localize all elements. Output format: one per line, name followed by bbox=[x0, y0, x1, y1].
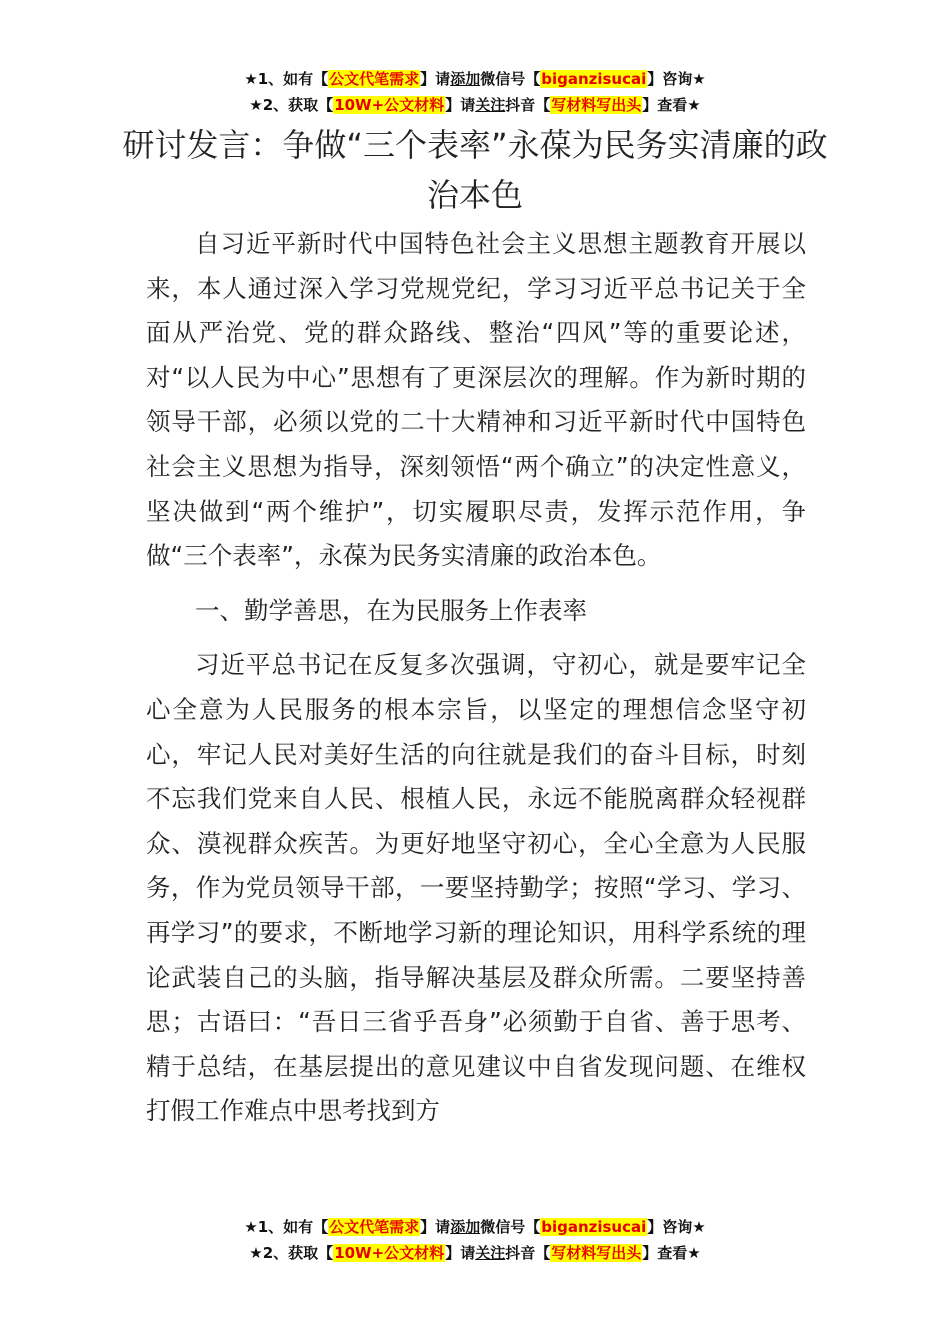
promo-banner-top bbox=[0, 66, 950, 118]
document-body bbox=[146, 222, 806, 1134]
promo-highlight: 写材料写出头 bbox=[551, 1244, 642, 1262]
promo-line-1: ★1、如有【公文代笔需求】请添加微信号【biganzisucai】咨询★ bbox=[244, 70, 706, 88]
promo-highlight: biganzisucai bbox=[541, 70, 647, 88]
document-title: 研讨发言：争做“三个表率”永葆为民务实清廉的政治本色 bbox=[122, 126, 828, 214]
paragraph-intro: 自习近平新时代中国特色社会主义思想主题教育开展以来，本人通过深入学习党规党纪，学习习近平总书记关于全面从严治党、党的群众路线、整治“四风”等的重要论述，对“以人民为中心”思想有了更深层次的理解。作为新时期的领导干部，必须以党的二十大精神和习近平新时代中国特色社会主义思想为指导，深刻领悟“两个确立”的决定性意义，坚决做到“两个维护”，切实履职尽责，发挥示范作用，争做“三个表率”，永葆为民务实清廉的政治本色。 bbox=[146, 229, 806, 571]
section-heading-1: 一、勤学善思，在为民服务上作表率 bbox=[195, 595, 587, 625]
promo-line-2: ★2、获取【10W+公文材料】请关注抖音【写材料写出头】查看★ bbox=[249, 96, 701, 114]
promo-line-1: ★1、如有【公文代笔需求】请添加微信号【biganzisucai】咨询★ bbox=[244, 1218, 706, 1236]
promo-highlight: 10W+公文材料 bbox=[334, 96, 445, 114]
promo-highlight: 公文代笔需求 bbox=[329, 70, 420, 88]
promo-highlight: 公文代笔需求 bbox=[329, 1218, 420, 1236]
promo-highlight: 10W+公文材料 bbox=[334, 1244, 445, 1262]
paragraph-section-1: 习近平总书记在反复多次强调，守初心，就是要牢记全心全意为人民服务的根本宗旨，以坚定的理想信念坚守初心，牢记人民对美好生活的向往就是我们的奋斗目标，时刻不忘我们党来自人民、根植人民，永远不能脱离群众轻视群众、漠视群众疾苦。为更好地坚守初心，全心全意为人民服务，作为党员领导干部，一要坚持勤学；按照“学习、学习、再学习”的要求，不断地学习新的理论知识，用科学系统的理论武装自己的头脑，指导解决基层及群众所需。二要坚持善思；古语曰：“吾日三省乎吾身”必须勤于自省、善于思考、精于总结，在基层提出的意见建议中自省发现问题、在维权打假工作难点中思考找到方 bbox=[146, 650, 806, 1126]
promo-highlight: 写材料写出头 bbox=[551, 96, 642, 114]
promo-highlight: biganzisucai bbox=[541, 1218, 647, 1236]
promo-line-2: ★2、获取【10W+公文材料】请关注抖音【写材料写出头】查看★ bbox=[249, 1244, 701, 1262]
promo-banner-bottom bbox=[0, 1214, 950, 1266]
